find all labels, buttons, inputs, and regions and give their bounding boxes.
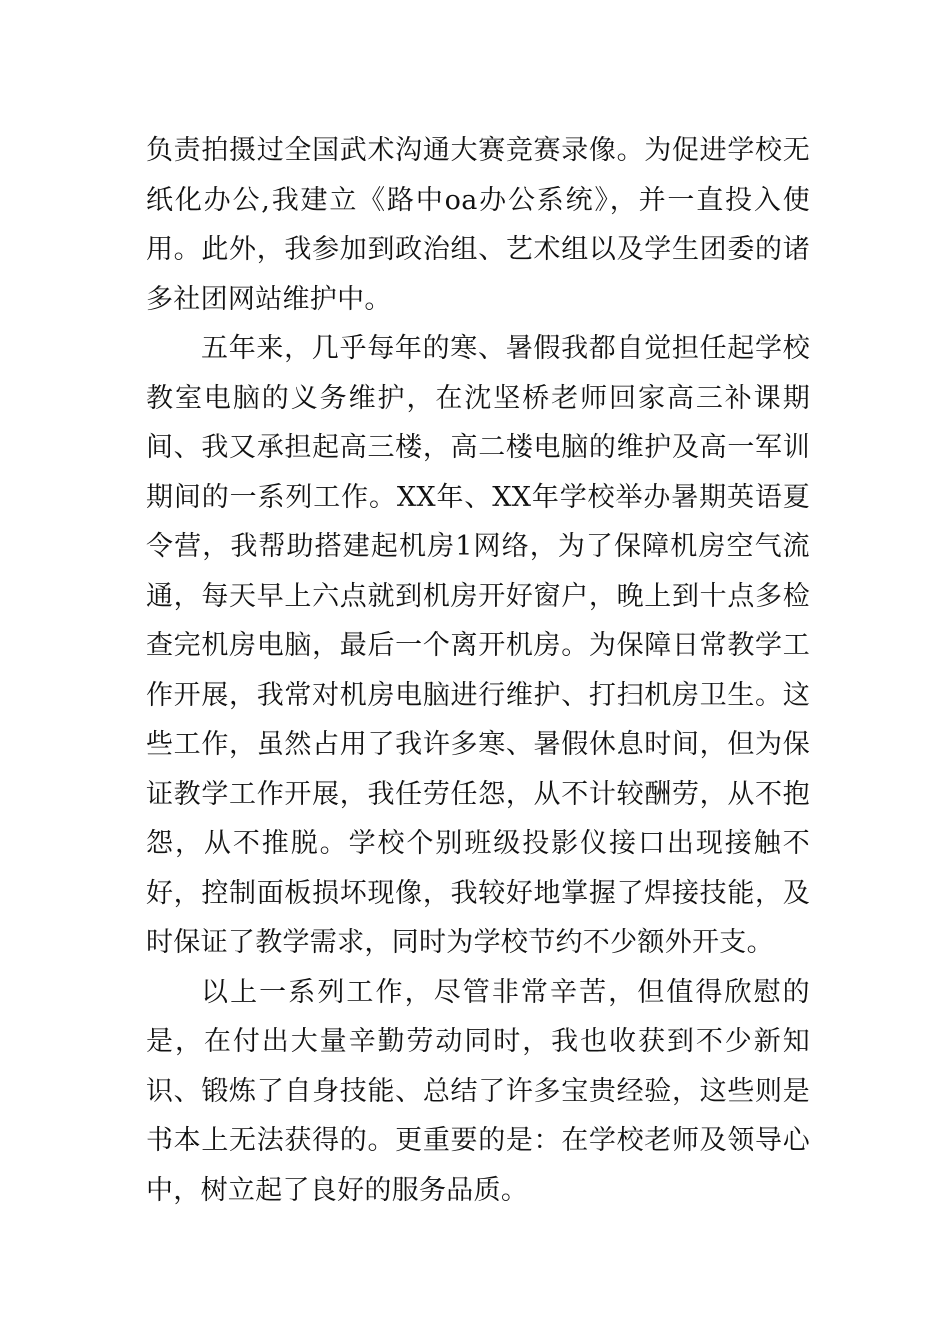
document-body (146, 126, 810, 1215)
paragraph-3: 以上一系列工作，尽管非常辛苦，但值得欣慰的是，在付出大量辛勤劳动同时，我也收获到不少新知识、锻炼了自身技能、总结了许多宝贵经验，这些则是书本上无法获得的。更重要的是：在学校老师及领导心中，树立起了良好的服务品质。 (146, 976, 810, 1206)
paragraph-1: 负责拍摄过全国武术沟通大赛竞赛录像。为促进学校无纸化办公,我建立《路中oa办公系统》，并一直投入使用。此外，我参加到政治组、艺术组以及学生团委的诸多社团网站维护中。 (146, 135, 810, 315)
paragraph-2: 五年来，几乎每年的寒、暑假我都自觉担任起学校教室电脑的义务维护，在沈坚桥老师回家高三补课期间、我又承担起高三楼，高二楼电脑的维护及高一军训期间的一系列工作。XX年、XX年学校举办暑期英语夏令营，我帮助搭建起机房1网络，为了保障机房空气流通，每天早上六点就到机房开好窗户，晚上到十点多检查完机房电脑，最后一个离开机房。为保障日常教学工作开展，我常对机房电脑进行维护、打扫机房卫生。这些工作，虽然占用了我许多寒、暑假休息时间，但为保证教学工作开展，我任劳任怨，从不计较酬劳，从不抱怨，从不推脱。学校个别班级投影仪接口出现接触不好，控制面板损坏现像，我较好地掌握了焊接技能，及时保证了教学需求，同时为学校节约不少额外开支。 (146, 333, 810, 958)
